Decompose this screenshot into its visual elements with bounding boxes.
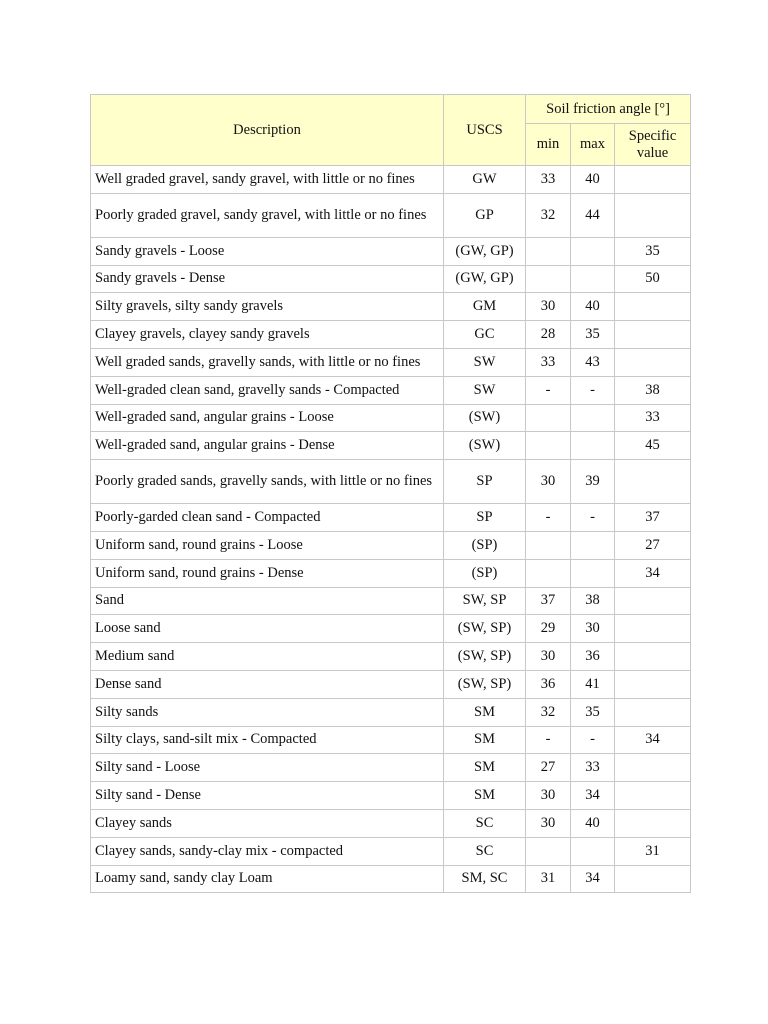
cell-specific-value [615,643,691,671]
cell-min: 36 [526,670,571,698]
header-specific-value: Specific value [615,124,691,166]
cell-specific-value [615,193,691,237]
cell-specific-value: 35 [615,237,691,265]
table-row [91,348,691,376]
cell-min: 30 [526,643,571,671]
table-row [91,809,691,837]
cell-specific-value [615,754,691,782]
cell-uscs: SM [444,726,526,754]
cell-min [526,432,571,460]
table-row [91,460,691,504]
cell-min [526,237,571,265]
cell-uscs: SW, SP [444,587,526,615]
cell-specific-value [615,321,691,349]
cell-max: 35 [571,321,615,349]
cell-specific-value: 37 [615,504,691,532]
cell-min: 30 [526,809,571,837]
cell-max: 40 [571,293,615,321]
cell-description: Clayey gravels, clayey sandy gravels [91,321,444,349]
cell-description: Sand [91,587,444,615]
cell-description: Clayey sands [91,809,444,837]
cell-min [526,559,571,587]
header-uscs: USCS [444,95,526,166]
cell-uscs: SW [444,376,526,404]
cell-description: Silty sands [91,698,444,726]
cell-description: Dense sand [91,670,444,698]
cell-uscs: SP [444,504,526,532]
table-row [91,321,691,349]
cell-uscs: GM [444,293,526,321]
cell-uscs: (SW, SP) [444,615,526,643]
table-header [91,95,691,166]
table-row [91,837,691,865]
cell-uscs: GC [444,321,526,349]
cell-min [526,531,571,559]
cell-max: 33 [571,754,615,782]
cell-specific-value [615,460,691,504]
cell-description: Well-graded clean sand, gravelly sands - Compacted [91,376,444,404]
cell-description: Sandy gravels - Dense [91,265,444,293]
cell-description: Silty clays, sand-silt mix - Compacted [91,726,444,754]
cell-uscs: (SW) [444,432,526,460]
cell-uscs: SM, SC [444,865,526,893]
cell-max: 39 [571,460,615,504]
cell-specific-value [615,698,691,726]
cell-uscs: SC [444,809,526,837]
header-min: min [526,124,571,166]
cell-description: Silty sand - Dense [91,782,444,810]
cell-max: 40 [571,809,615,837]
cell-specific-value [615,348,691,376]
cell-min: 30 [526,782,571,810]
cell-specific-value [615,293,691,321]
table-row [91,404,691,432]
table-row [91,265,691,293]
cell-description: Poorly graded sands, gravelly sands, with little or no fines [91,460,444,504]
cell-description: Silty gravels, silty sandy gravels [91,293,444,321]
cell-description: Well graded sands, gravelly sands, with little or no fines [91,348,444,376]
cell-specific-value [615,782,691,810]
cell-uscs: SM [444,754,526,782]
cell-min [526,837,571,865]
table-row [91,293,691,321]
table-row [91,432,691,460]
cell-max [571,837,615,865]
cell-uscs: SM [444,782,526,810]
cell-uscs: SC [444,837,526,865]
cell-max: 43 [571,348,615,376]
cell-uscs: (GW, GP) [444,237,526,265]
cell-description: Uniform sand, round grains - Dense [91,559,444,587]
cell-max [571,237,615,265]
cell-uscs: GP [444,193,526,237]
cell-specific-value: 45 [615,432,691,460]
table-row [91,237,691,265]
cell-max: 40 [571,166,615,194]
cell-uscs: (SW, SP) [444,670,526,698]
table-row [91,193,691,237]
table-row [91,531,691,559]
cell-specific-value: 34 [615,559,691,587]
cell-uscs: (SP) [444,531,526,559]
cell-description: Loose sand [91,615,444,643]
cell-specific-value [615,865,691,893]
cell-max: 34 [571,782,615,810]
cell-max [571,404,615,432]
table-row [91,754,691,782]
cell-min: - [526,376,571,404]
cell-specific-value [615,587,691,615]
cell-description: Poorly graded gravel, sandy gravel, with little or no fines [91,193,444,237]
cell-uscs: (GW, GP) [444,265,526,293]
table-row [91,166,691,194]
table-row [91,643,691,671]
cell-uscs: GW [444,166,526,194]
cell-min: 31 [526,865,571,893]
table-row [91,726,691,754]
cell-description: Clayey sands, sandy-clay mix - compacted [91,837,444,865]
cell-specific-value [615,670,691,698]
header-description: Description [91,95,444,166]
table-row [91,559,691,587]
cell-uscs: (SW, SP) [444,643,526,671]
cell-min: - [526,726,571,754]
header-max: max [571,124,615,166]
cell-specific-value: 31 [615,837,691,865]
table-row [91,376,691,404]
cell-max: 44 [571,193,615,237]
cell-uscs: SW [444,348,526,376]
cell-max [571,432,615,460]
header-soil-friction-angle: Soil friction angle [°] [526,95,691,124]
cell-max: 38 [571,587,615,615]
cell-specific-value: 50 [615,265,691,293]
cell-specific-value: 34 [615,726,691,754]
cell-min: 29 [526,615,571,643]
table-row [91,670,691,698]
cell-min [526,404,571,432]
table-row [91,782,691,810]
cell-description: Uniform sand, round grains - Loose [91,531,444,559]
cell-description: Poorly-garded clean sand - Compacted [91,504,444,532]
table-row [91,504,691,532]
cell-description: Silty sand - Loose [91,754,444,782]
cell-description: Well-graded sand, angular grains - Dense [91,432,444,460]
cell-uscs: (SW) [444,404,526,432]
cell-max [571,559,615,587]
table-body [91,166,691,893]
cell-specific-value: 38 [615,376,691,404]
cell-min: 30 [526,293,571,321]
cell-specific-value: 33 [615,404,691,432]
cell-specific-value [615,615,691,643]
cell-description: Loamy sand, sandy clay Loam [91,865,444,893]
cell-min [526,265,571,293]
soil-friction-table [90,94,691,893]
cell-min: - [526,504,571,532]
cell-min: 33 [526,166,571,194]
cell-max: 35 [571,698,615,726]
cell-description: Well-graded sand, angular grains - Loose [91,404,444,432]
cell-min: 30 [526,460,571,504]
cell-max [571,531,615,559]
cell-min: 32 [526,698,571,726]
cell-description: Well graded gravel, sandy gravel, with little or no fines [91,166,444,194]
cell-min: 28 [526,321,571,349]
cell-specific-value [615,166,691,194]
cell-min: 32 [526,193,571,237]
cell-min: 33 [526,348,571,376]
cell-max: 30 [571,615,615,643]
cell-max: 36 [571,643,615,671]
cell-uscs: SP [444,460,526,504]
cell-max: 34 [571,865,615,893]
cell-min: 37 [526,587,571,615]
cell-max: - [571,504,615,532]
cell-uscs: (SP) [444,559,526,587]
cell-max [571,265,615,293]
cell-description: Sandy gravels - Loose [91,237,444,265]
table-row [91,865,691,893]
table-row [91,698,691,726]
cell-max: 41 [571,670,615,698]
table-row [91,587,691,615]
cell-specific-value: 27 [615,531,691,559]
cell-specific-value [615,809,691,837]
table-row [91,615,691,643]
cell-description: Medium sand [91,643,444,671]
cell-uscs: SM [444,698,526,726]
cell-max: - [571,376,615,404]
cell-max: - [571,726,615,754]
cell-min: 27 [526,754,571,782]
